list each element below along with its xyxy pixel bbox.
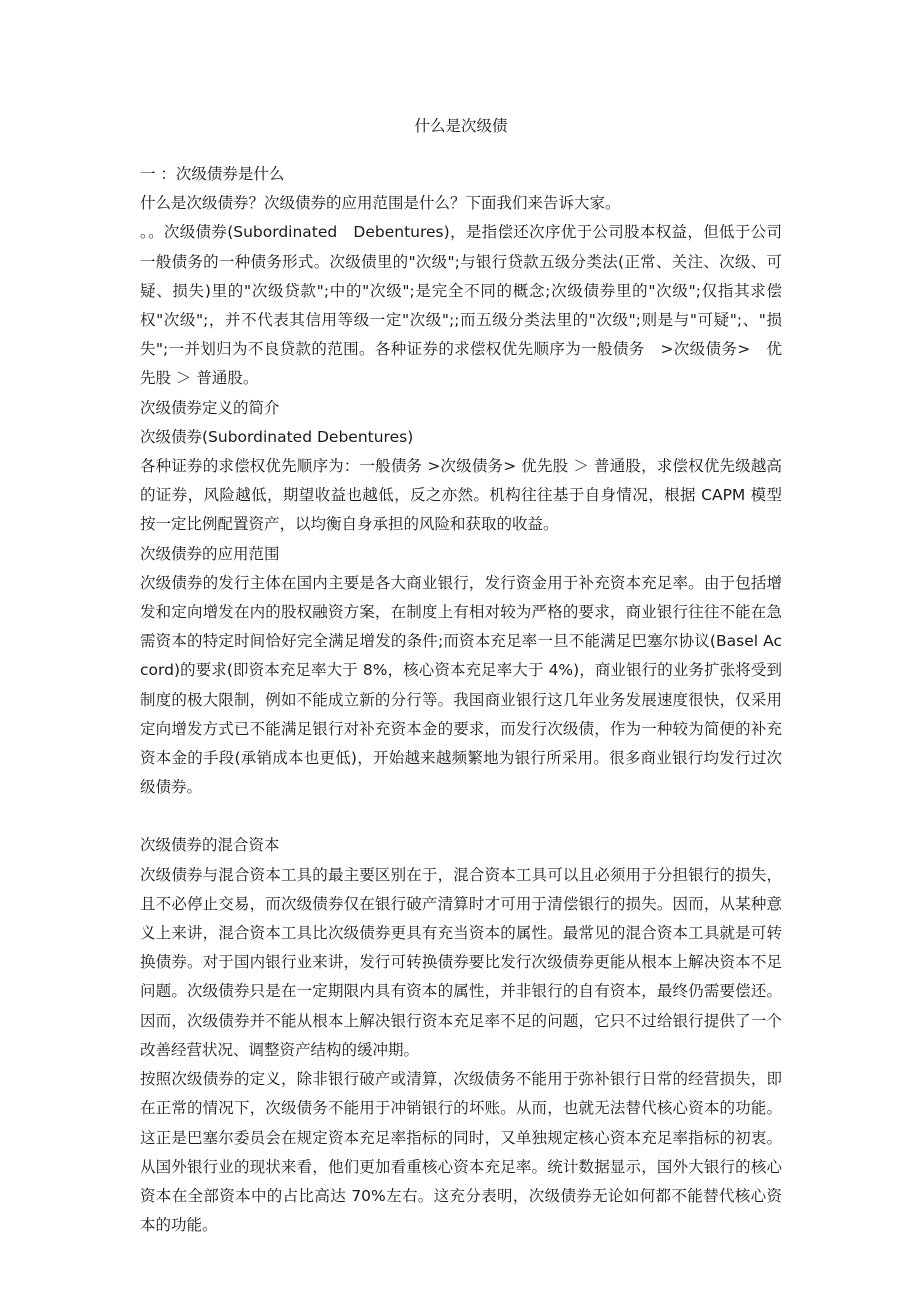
document-page: [140, 112, 782, 1240]
section-heading-hybrid-capital: 次级债券的混合资本: [140, 836, 280, 855]
intro-paragraph: 什么是次级债券？次级债券的应用范围是什么？下面我们来告诉大家。: [140, 194, 621, 213]
term-line: 次级债券(Subordinated Debentures): [140, 427, 414, 446]
priority-paragraph: 各种证券的求偿权优先顺序为：一般债务 >次级债务> 优先股 ＞ 普通股，求偿权优先级越高的证券，风险越低，期望收益也越低，反之亦然。机构往往基于自身情况，根据 CAPM 模型按一定比例配置资产，以均衡自身承担的风险和获取的收益。: [140, 457, 782, 534]
section-heading-scope: 次级债券的应用范围: [140, 544, 280, 563]
paragraph-gap: [140, 802, 782, 831]
hybrid-capital-paragraph: 次级债券与混合资本工具的最主要区别在于，混合资本工具可以且必须用于分担银行的损失，且不必停止交易，而次级债券仅在银行破产清算时才可用于清偿银行的损失。因而，从某种意义上来讲，混合资本工具比次级债券更具有充当资本的属性。最常见的混合资本工具就是可转换债券。对于国内银行业来讲，发行可转换债券要比发行次级债券更能从根本上解决资本不足问题。次级债券只是在一定期限内具有资本的属性，并非银行的自有资本，最终仍需要偿还。因而，次级债券并不能从根本上解决银行资本充足率不足的问题，它只不过给银行提供了一个改善经营状况、调整资产结构的缓冲期。: [140, 865, 782, 1059]
section-heading-what-is: 一 ：次级债券是什么: [140, 165, 285, 183]
core-capital-paragraph: 按照次级债券的定义，除非银行破产或清算，次级债务不能用于弥补银行日常的经营损失，即在正常的情况下，次级债务不能用于冲销银行的坏账。从而，也就无法替代核心资本的功能。这正是巴塞尔委员会在规定资本充足率指标的同时，又单独规定核心资本充足率指标的初衷。从国外银行业的现状来看，他们更加看重核心资本充足率。统计数据显示，国外大银行的核心资本在全部资本中的占比高达 70%左右。这充分表明，次级债券无论如何都不能替代核心资本的功能。: [140, 1070, 782, 1235]
scope-paragraph: 次级债券的发行主体在国内主要是各大商业银行，发行资金用于补充资本充足率。由于包括增发和定向增发在内的股权融资方案，在制度上有相对较为严格的要求，商业银行往往不能在急需资本的特定时间恰好完全满足增发的条件;而资本充足率一旦不能满足巴塞尔协议(Basel Accord)的要求(即资本充足率大于 8%，核心资本充足率大于 4%)，商业银行的业务扩张将受到制度的极大限制，例如不能成立新的分行等。我国商业银行这几年业务发展速度很快，仅采用定向增发方式已不能满足银行对补充资本金的要求，而发行次级债，作为一种较为简便的补充资本金的手段(承销成本也更低)，开始越来越频繁地为银行所采用。很多商业银行均发行过次级债券。: [140, 573, 782, 797]
section-heading-definition: 次级债券定义的简介: [140, 398, 280, 417]
document-title: 什么是次级债: [414, 117, 508, 135]
definition-paragraph: 。。次级债券(Subordinated Debentures)，是指偿还次序优于公司股本权益，但低于公司一般债务的一种债务形式。次级债里的"次级";与银行贷款五级分类法(正常、关注、次级、可疑、损失)里的"次级贷款";中的"次级";是完全不同的概念;次级债券里的"次级";仅指其求偿权"次级";，并不代表其信用等级一定"次级";;而五级分类法里的"次级";则是与"可疑";、"损失";一并划归为不良贷款的范围。各种证券的求偿权优先顺序为一般债务 >次级债务> 优先股 ＞ 普通股。: [140, 223, 782, 388]
